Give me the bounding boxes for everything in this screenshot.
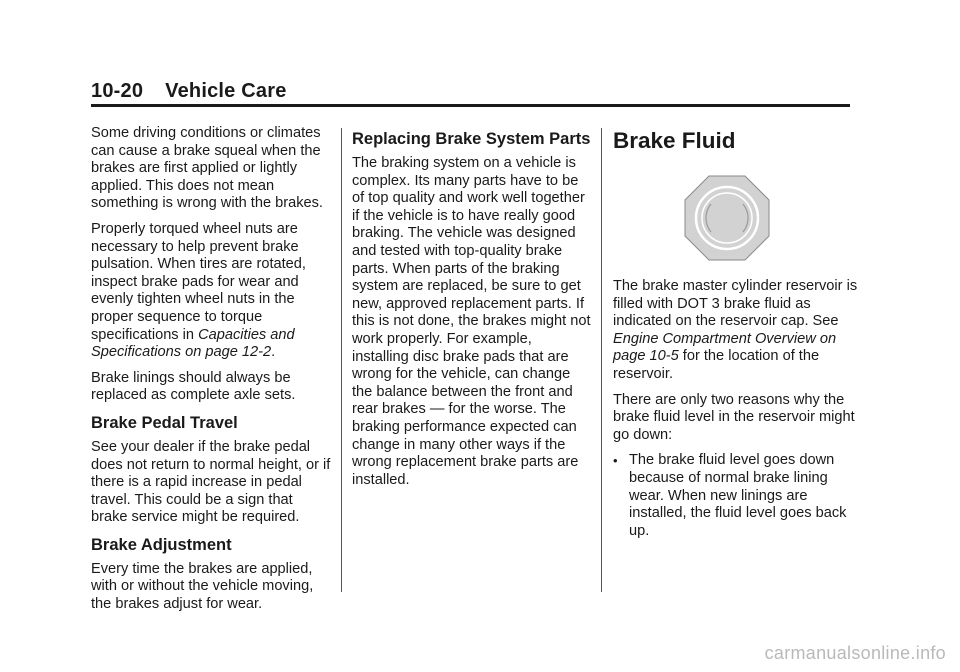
bullet-text: The brake fluid level goes down because of normal brake lining wear. When new linings are installed, the fluid level goes back up.	[629, 452, 847, 539]
link-capacities-specifications[interactable]: Capacities and Specifications on page 12-2	[91, 326, 295, 361]
paragraph-brake-adjustment: Every time the brakes are applied, with or without the vehicle moving, the brakes adjust for wear.	[91, 560, 314, 613]
column-1	[91, 125, 331, 622]
paragraph-replacing-parts: The braking system on a vehicle is complex. Its many parts have to be of top quality and work well together if the vehicle is to have really good braking. The vehicle was designed and tested with top-quality brake parts. When parts of the braking system are replaced, be sure to get new, approved replacement parts. If this is not done, the brakes might not work properly. For example, installing disc brake pads that are wrong for the vehicle, can change the balance between the front and rear brakes — for the worse. The braking performance expected can change in many other ways if the wrong replacement brake parts are installed.	[352, 155, 591, 488]
paragraph-fluid-level-reasons: There are only two reasons why the brake fluid level in the reservoir might go down:	[613, 391, 855, 443]
page-header	[91, 80, 287, 103]
bullet-icon: •	[613, 453, 618, 469]
heading-brake-adjustment: Brake Adjustment	[91, 535, 232, 554]
heading-replacing-parts: Replacing Brake System Parts	[352, 130, 591, 148]
paragraph-brake-linings: Brake linings should always be replaced as complete axle sets.	[91, 369, 296, 404]
heading-brake-fluid: Brake Fluid	[613, 128, 736, 153]
list-item	[613, 452, 858, 540]
watermark: carmanualsonline.info	[764, 643, 946, 663]
brake-fluid-cap-icon	[613, 168, 841, 268]
column-divider-2	[601, 128, 602, 592]
section-title: Vehicle Care	[165, 80, 287, 102]
paragraph-master-cylinder: The brake master cylinder reservoir is filled with DOT 3 brake fluid as indicated on the reservoir cap. See Engine Compartment Overview on page 10-5 for the location of the reservoir.	[613, 278, 858, 382]
header-rule	[91, 104, 850, 107]
paragraph-wheel-nuts: Properly torqued wheel nuts are necessary to help prevent brake pulsation. When tires are rotated, inspect brake pads for wear and evenly tighten wheel nuts in the proper sequence to torque specifications in Capacities and Specifications on page 12-2.	[91, 220, 306, 361]
link-engine-compartment-overview[interactable]: Engine Compartment Overview on page 10-5	[613, 330, 837, 365]
paragraph-pedal-travel: See your dealer if the brake pedal does not return to normal height, or if there is a rapid increase in pedal travel. This could be a sign that brake service might be required.	[91, 438, 331, 526]
paragraph-brake-squeal: Some driving conditions or climates can cause a brake squeal when the brakes are first applied or lightly applied. This does not mean something is wrong with the brakes.	[91, 125, 323, 212]
column-2	[352, 125, 592, 497]
heading-brake-pedal-travel: Brake Pedal Travel	[91, 413, 238, 432]
column-divider-1	[341, 128, 342, 592]
column-3	[613, 125, 858, 540]
page-number: 10-20	[91, 80, 144, 102]
